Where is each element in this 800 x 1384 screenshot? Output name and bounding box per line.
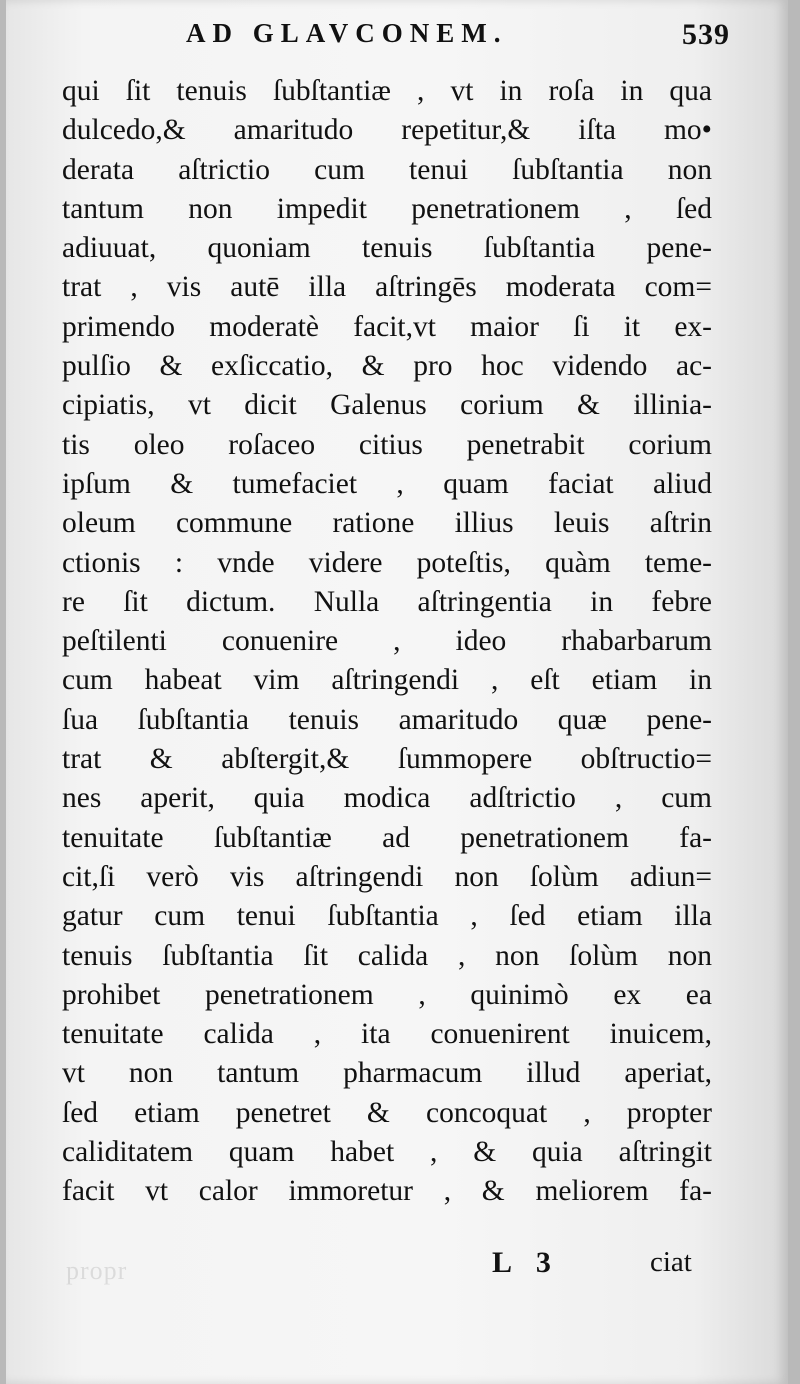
text-line: facit vt calor immoretur , & meliorem fa- [62, 1175, 712, 1208]
text-line: adiuuat, quoniam tenuis ſubſtantia pene- [62, 232, 712, 265]
text-line: cum habeat vim aſtringendi , eſt etiam in [62, 664, 712, 697]
text-line: qui ſit tenuis ſubſtantiæ , vt in roſa in qua [62, 75, 712, 107]
text-line: tenuitate ſubſtantiæ ad penetrationem fa- [62, 821, 712, 854]
text-line: tis oleo roſaceo citius penetrabit corium [62, 428, 712, 461]
text-line: oleum commune ratione illius leuis aſtrin [62, 507, 712, 540]
text-line: trat , vis autē illa aſtringēs moderata com= [62, 271, 712, 304]
text-line: nes aperit, quia modica adſtrictio , cum [62, 782, 712, 815]
text-line: tenuis ſubſtantia ſit calida , non ſolùm non [62, 939, 712, 972]
running-head [0, 18, 800, 58]
text-line: peſtilenti conuenire , ideo rhabarbarum [62, 625, 712, 658]
body-text [62, 72, 712, 1212]
text-line: re ſit dictum. Nulla aſtringentia in febre [62, 585, 712, 618]
text-line: ctionis : vnde videre poteſtis, quàm teme- [62, 546, 712, 579]
text-line: cipiatis, vt dicit Galenus corium & illinia- [62, 389, 712, 422]
text-line: cit,ſi verò vis aſtringendi non ſolùm adiun= [62, 860, 712, 893]
running-title: AD GLAVCONEM. [186, 18, 508, 48]
signature-mark: L 3 [492, 1246, 551, 1279]
text-line: pulſio & exſiccatio, & pro hoc videndo ac- [62, 350, 712, 383]
catchword: ciat [650, 1246, 692, 1278]
text-line: ſua ſubſtantia tenuis amaritudo quæ pene- [62, 703, 712, 736]
text-line: tantum non impedit penetrationem , ſed [62, 192, 712, 225]
text-line: dulcedo,& amaritudo repetitur,& iſta mo• [62, 114, 712, 147]
text-line: ipſum & tumefaciet , quam faciat aliud [62, 467, 712, 500]
text-line: prohibet penetrationem , quinimò ex ea [62, 978, 712, 1011]
text-line: derata aſtrictio cum tenui ſubſtantia non [62, 153, 712, 186]
text-line: tenuitate calida , ita conuenirent inuicem, [62, 1018, 712, 1051]
text-line: gatur cum tenui ſubſtantia , ſed etiam illa [62, 900, 712, 933]
text-line: primendo moderatè facit,vt maior ſi it ex- [62, 310, 712, 343]
text-line: vt non tantum pharmacum illud aperiat, [62, 1057, 712, 1090]
page-footer [0, 1246, 800, 1286]
bleed-through-ink: propr [66, 1256, 128, 1285]
text-line: ſed etiam penetret & concoquat , propter [62, 1096, 712, 1129]
text-line: caliditatem quam habet , & quia aſtringit [62, 1136, 712, 1169]
page-number: 539 [682, 18, 730, 51]
text-line: trat & abſtergit,& ſummopere obſtructio= [62, 743, 712, 776]
